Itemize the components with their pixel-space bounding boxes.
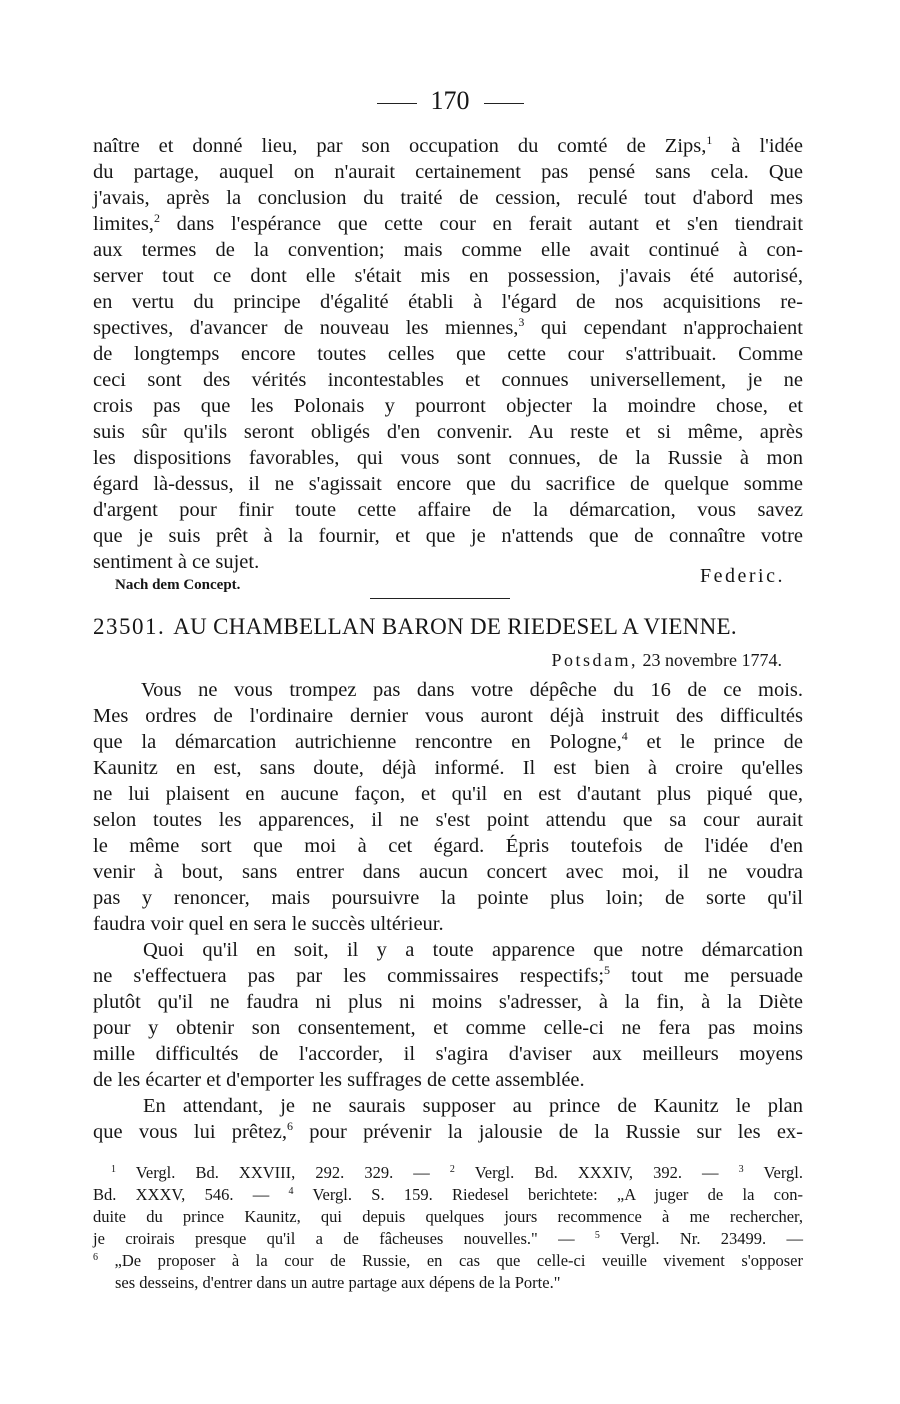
text-line: En attendant, je ne saurais supposer au prince de Kaunitz le plan xyxy=(143,1095,803,1117)
dateline xyxy=(552,650,783,671)
signature: Federic. xyxy=(700,565,785,587)
footnote-mark: 4 xyxy=(621,729,628,743)
text-line: que vous lui prêtez,$^6$ pour prévenir la jalousie de la Russie sur les ex- xyxy=(93,1119,804,1143)
text-line: du partage, auquel on n'aurait certainement pas pensé sans cela. Que xyxy=(93,161,803,183)
text-line: que la démarcation autrichienne rencontre en Pologne,$^4$ et le prince de xyxy=(93,729,803,753)
footnote-line: Bd. XXXV, 546. — $^4$ Vergl. S. 159. Riedesel berichtete: „A juger de la con- xyxy=(93,1185,804,1204)
text-line: de les écarter et d'emporter les suffrages de cette assemblée. xyxy=(93,1069,585,1091)
date-text: 23 novembre 1774. xyxy=(642,650,782,670)
paragraph-3 xyxy=(93,1093,803,1145)
text-line: naître et donné lieu, par son occupation du comté de Zips,$^1$ à l'idée xyxy=(93,133,804,157)
source-note: Nach dem Concept. xyxy=(115,577,241,593)
footnote-line: je croirais presque qu'il a de fâcheuses nouvelles." — $^5$ Vergl. Nr. 23499. — xyxy=(93,1229,803,1248)
footnote-line: ses desseins, d'entrer dans un autre partage aux dépens de la Porte." xyxy=(115,1273,561,1292)
text-line: Kaunitz en est, sans doute, déjà informé. Il est bien à croire qu'elles xyxy=(93,757,803,779)
text-line: que je suis prêt à la fournir, et que je n'attends que de connaître votre xyxy=(93,525,803,547)
paragraph-1 xyxy=(93,677,803,937)
text-line: Quoi qu'il en soit, il y a toute apparence que notre démarcation xyxy=(143,939,803,961)
text-line: pas y renoncer, mais poursuivre la pointe plus loin; de sorte qu'il xyxy=(93,887,803,909)
text-line: pour y obtenir son consentement, et comme celle-ci ne fera pas moins xyxy=(93,1017,803,1039)
text-line: aux termes de la convention; mais comme elle avait continué à con- xyxy=(93,239,803,261)
header-rule-right xyxy=(484,103,524,104)
footnotes xyxy=(93,1162,803,1294)
text-line: selon toutes les apparences, il ne s'est point attendu que sa cour aurait xyxy=(93,809,803,831)
text-line: le même sort que moi à cet égard. Épris toutefois de l'idée d'en xyxy=(93,835,803,857)
page-number: 170 xyxy=(430,86,470,115)
closing-row xyxy=(93,565,803,601)
text-line: faudra voir quel en sera le succès ultérieur. xyxy=(93,913,444,935)
section-divider xyxy=(370,598,510,599)
text-line: j'avais, après la conclusion du traité de cession, reculé tout d'abord mes xyxy=(93,187,803,209)
paragraph-continued xyxy=(93,133,803,575)
text-line: ne s'effectuera pas par les commissaires respectifs;$^5$ tout me persuade xyxy=(93,963,803,987)
footnote-mark: 1 xyxy=(706,133,713,147)
footnote-mark: 3 xyxy=(518,315,525,329)
text-line: plutôt qu'il ne faudra ni plus ni moins s'adresser, à la fin, à la Diète xyxy=(93,991,803,1013)
footnote-line: duite du prince Kaunitz, qui depuis quelques jours recommence à me rechercher, xyxy=(93,1207,803,1226)
footnote-mark: 2 xyxy=(153,211,160,225)
footnote-line: $^6$ „De proposer à la cour de Russie, en cas que celle-ci veuille vivement s'opposer xyxy=(93,1251,803,1270)
text-line: crois pas que les Polonais y pourront objecter la moindre chose, et xyxy=(93,395,803,417)
text-line: les dispositions favorables, qui vous sont connues, de la Russie à mon xyxy=(93,447,803,469)
text-line: ne lui plaisent en aucune façon, et qu'il en est d'autant plus piqué que, xyxy=(93,783,803,805)
text-line: ceci sont des vérités incontestables et connues universellement, je ne xyxy=(93,369,803,391)
text-line: égard là-dessus, il ne s'agissait encore que du sacrifice de quelque somme xyxy=(93,473,803,495)
text-line: mille difficultés de l'accorder, il s'agira d'aviser aux meilleurs moyens xyxy=(93,1043,803,1065)
paragraph-2 xyxy=(93,937,803,1093)
text-line: venir à bout, sans entrer dans aucun concert avec moi, il ne voudra xyxy=(93,861,803,883)
page-header xyxy=(0,86,900,116)
letter-title: AU CHAMBELLAN BARON DE RIEDESEL A VIENNE. xyxy=(173,614,737,639)
footnote-mark: 6 xyxy=(287,1119,293,1133)
text-line: server tout ce dont elle s'était mis en possession, j'avais été autorisé, xyxy=(93,265,803,287)
date-place: Potsdam, xyxy=(551,650,639,670)
text-line: de longtemps encore toutes celles que cette cour s'attribuait. Comme xyxy=(93,343,803,365)
header-rule-left xyxy=(377,103,417,104)
text-line: spectives, d'avancer de nouveau les miennes,$^3$ qui cependant n'approchaient xyxy=(93,315,804,339)
letter-heading xyxy=(93,614,803,640)
text-line: limites,$^2$ dans l'espérance que cette cour en ferait autant et s'en tiendrait xyxy=(93,211,804,235)
text-line: sentiment à ce sujet. xyxy=(93,551,260,573)
text-line: suis sûr qu'ils seront obligés d'en convenir. Au reste et si même, après xyxy=(93,421,803,443)
text-line: d'argent pour finir toute cette affaire de la démarcation, vous savez xyxy=(93,499,803,521)
footnote-line: $^1$ Vergl. Bd. XXVIII, 292. 329. — $^2$ Vergl. Bd. XXXIV, 392. — $^3$ Vergl. xyxy=(111,1163,804,1182)
footnote-mark: 5 xyxy=(604,963,611,977)
text-line: Vous ne vous trompez pas dans votre dépêche du 16 de ce mois. xyxy=(141,679,803,701)
letter-number: 23501. xyxy=(93,614,166,639)
text-line: Mes ordres de l'ordinaire dernier vous auront déjà instruit des difficultés xyxy=(93,705,803,727)
text-line: en vertu du principe d'égalité établi à l'égard de nos acquisitions re- xyxy=(93,291,803,313)
